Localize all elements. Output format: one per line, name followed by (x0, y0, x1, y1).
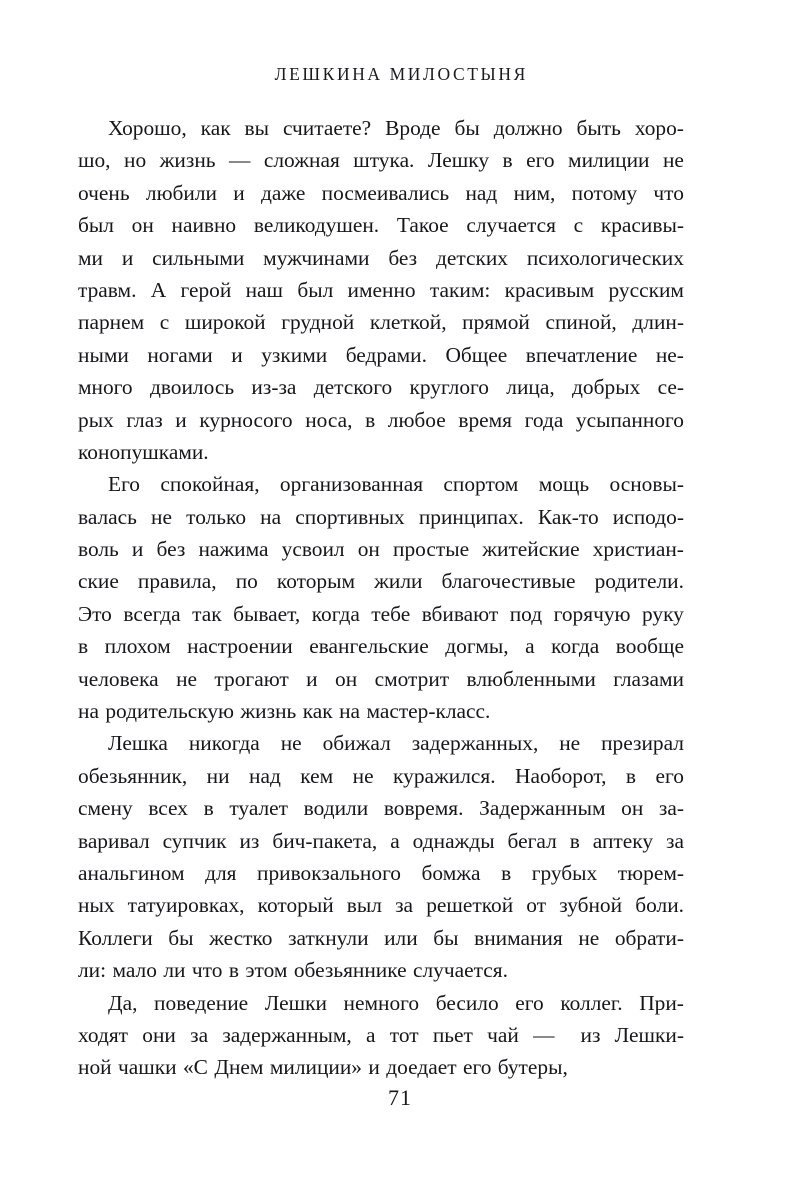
word: воль (78, 537, 119, 562)
word: случается. (413, 958, 508, 983)
word: вбивают (421, 601, 499, 626)
word: под (509, 601, 543, 626)
word: широкой (184, 310, 266, 335)
word: основы- (609, 472, 684, 497)
text-line (78, 695, 684, 727)
word: он (335, 666, 358, 691)
word: из (239, 828, 260, 853)
word: или (384, 925, 418, 950)
word: смотрит (374, 666, 450, 691)
word: он (621, 796, 644, 821)
word: бутеры, (497, 1055, 568, 1080)
word: не (559, 731, 581, 756)
word: исподо- (612, 504, 684, 529)
word: доедает (386, 1055, 457, 1080)
word: не (151, 504, 172, 529)
word: в (625, 763, 637, 788)
word: мужчинами (263, 245, 370, 270)
word: в (78, 634, 89, 659)
word: лица, (506, 375, 555, 400)
word: куражился. (393, 763, 496, 788)
word: настроении (187, 634, 293, 659)
word: анальгином (78, 860, 185, 885)
word: красивым (504, 277, 595, 302)
word: должно (493, 116, 563, 140)
word: его (655, 763, 684, 788)
word: парнем (78, 310, 145, 335)
word: и (233, 180, 245, 205)
word: всегда (123, 601, 181, 626)
text-line (78, 857, 684, 889)
word: евангельские (309, 634, 429, 659)
word: его (462, 1055, 492, 1080)
word: мало (112, 958, 157, 983)
word: только (186, 504, 247, 529)
word: любили (145, 180, 217, 205)
word: не- (655, 342, 684, 367)
word: в (203, 796, 214, 821)
text-line (78, 663, 684, 695)
word: а (366, 1022, 376, 1047)
word: валась (78, 504, 137, 529)
running-head: ЛЕШКИНА МИЛОСТЫНЯ (274, 64, 528, 84)
text-line (78, 889, 684, 921)
word: выл (346, 893, 382, 918)
word: не (578, 925, 600, 950)
word: спортом (443, 472, 519, 497)
word: и (306, 666, 318, 691)
word: жизнь (159, 148, 216, 173)
word: родители. (594, 569, 684, 594)
word: не (176, 666, 198, 691)
word: всех (148, 796, 188, 821)
word: и (231, 342, 243, 367)
word: ли: (78, 958, 107, 983)
word: ним, (513, 180, 556, 205)
word: обижал (322, 731, 391, 756)
word: правила, (137, 569, 217, 594)
word: добрых (572, 375, 641, 400)
word: плохом (104, 634, 171, 659)
word: не (662, 148, 684, 173)
word: милиции» (269, 1055, 362, 1080)
word: ными (78, 342, 129, 367)
word: Лешки- (614, 1022, 684, 1047)
word: тебе (371, 601, 411, 626)
word: бегал (507, 828, 557, 853)
word: двоилось (149, 375, 235, 400)
text-line (78, 630, 684, 662)
word: как (302, 699, 333, 724)
word: зубной (559, 893, 623, 918)
word: длин- (632, 310, 684, 335)
word: бич-пакета, (272, 828, 378, 853)
word: а (390, 828, 400, 853)
word: ли (163, 958, 186, 983)
word: в (365, 407, 376, 432)
word: что (191, 958, 223, 983)
word: бедрами. (345, 342, 427, 367)
word: он (357, 537, 380, 562)
word: решеткой (426, 893, 514, 918)
word: не (280, 731, 302, 756)
word: любое (387, 407, 446, 432)
word: когда (551, 634, 600, 659)
text-line (78, 533, 684, 565)
word: жестко (209, 925, 273, 950)
word: из (580, 1022, 601, 1047)
word: который (257, 893, 334, 918)
word: бесило (435, 990, 499, 1015)
word: усыпанного (575, 407, 684, 432)
word: задержанных, (411, 731, 539, 756)
word: грубых (531, 860, 598, 885)
word: спокойная, (160, 472, 260, 497)
word: горячую (553, 601, 631, 626)
word: в (228, 958, 239, 983)
word: травм. (78, 277, 137, 302)
word: Это (78, 601, 112, 626)
word: и (368, 1055, 380, 1080)
word: бомжа (421, 860, 481, 885)
word: этом (245, 958, 288, 983)
word: догмы, (445, 634, 509, 659)
word: кем (300, 763, 334, 788)
word: бы (433, 925, 459, 950)
word: бы (168, 925, 194, 950)
word: красивы- (600, 213, 684, 238)
word: так (192, 601, 222, 626)
word: «С (182, 1055, 208, 1080)
word: что (653, 180, 684, 205)
word: когда (311, 601, 360, 626)
word: именно (347, 277, 416, 302)
word: внимания (474, 925, 563, 950)
word: для (205, 860, 237, 885)
word: усвоил (281, 537, 345, 562)
word: ной (78, 1055, 112, 1080)
word: в (502, 148, 513, 173)
word: носа, (305, 407, 353, 432)
text-line (78, 987, 684, 1019)
word: Такое (396, 213, 449, 238)
word: очень (78, 180, 130, 205)
word: и (175, 407, 187, 432)
text-line (78, 144, 684, 176)
word: обезьянник, (78, 763, 188, 788)
word: рых (78, 407, 114, 432)
word: — (533, 1022, 555, 1047)
text-line (78, 1019, 684, 1051)
word: и (121, 245, 134, 270)
word: он (131, 213, 154, 238)
word: тот (389, 1022, 419, 1047)
word: с (159, 310, 170, 335)
text-line (78, 371, 684, 403)
word: его (515, 990, 544, 1015)
word: года (524, 407, 564, 432)
word: вовремя. (383, 796, 464, 821)
word: обезьяннике (293, 958, 407, 983)
word: При- (639, 990, 684, 1015)
word: от (526, 893, 547, 918)
word: но (124, 148, 147, 173)
word: курносого (199, 407, 293, 432)
word: презирал (601, 731, 684, 756)
word: не (352, 763, 374, 788)
word: супчик (162, 828, 227, 853)
word: Лешку (427, 148, 490, 173)
word: заткнули (288, 925, 369, 950)
word: его (526, 148, 555, 173)
word: наивно (171, 213, 237, 238)
word: Как-то (537, 504, 599, 529)
word: Коллеги (78, 925, 153, 950)
word: русским (608, 277, 684, 302)
word: ни (206, 763, 230, 788)
word: считаете? (282, 116, 372, 140)
word: без (156, 537, 186, 562)
text-line (78, 404, 684, 436)
word: на (78, 699, 99, 724)
word: над (465, 180, 498, 205)
word: время (458, 407, 513, 432)
word: боли. (635, 893, 684, 918)
word: а (525, 634, 535, 659)
text-line (78, 209, 684, 241)
word: мощь (538, 472, 590, 497)
word: человека (78, 666, 159, 691)
paragraph (78, 468, 684, 727)
body-text (78, 112, 684, 1084)
word: за (395, 893, 414, 918)
word: посмеивались (321, 180, 450, 205)
word: никогда (188, 731, 260, 756)
paragraph (78, 112, 684, 468)
word: немного (343, 990, 420, 1015)
word: ных (78, 893, 115, 918)
word: хоро- (634, 116, 684, 140)
word: Общее (445, 342, 508, 367)
text-line (78, 501, 684, 533)
word: и (131, 537, 144, 562)
word: — (229, 148, 251, 173)
word: милиции (568, 148, 650, 173)
text-line (78, 565, 684, 597)
word: случается (466, 213, 556, 238)
word: Задержанным (479, 796, 606, 821)
word: житейские (482, 537, 580, 562)
word: глаз (126, 407, 163, 432)
word: сложная (263, 148, 340, 173)
word: родительскую (105, 699, 234, 724)
word: тюрем- (617, 860, 684, 885)
word: за (190, 1022, 209, 1047)
word: организованная (279, 472, 424, 497)
word: аптеку (592, 828, 654, 853)
paragraph (78, 727, 684, 986)
word: детских (435, 245, 509, 270)
word: потому (571, 180, 638, 205)
word: великодушен. (253, 213, 380, 238)
word: из-за (251, 375, 297, 400)
text-line (78, 598, 684, 630)
text-line (78, 825, 684, 857)
word: за- (658, 796, 684, 821)
text-line (78, 306, 684, 338)
word: поведение (154, 990, 249, 1015)
word: без (388, 245, 418, 270)
word: жили (374, 569, 423, 594)
word: в (501, 860, 512, 885)
word: влюбленными (466, 666, 596, 691)
text-line (78, 177, 684, 209)
word: штука. (353, 148, 415, 173)
word: обрати- (614, 925, 684, 950)
page-number: 71 (388, 1085, 412, 1110)
word: сильными (152, 245, 245, 270)
word: жизнь (240, 699, 297, 724)
word: был (297, 277, 334, 302)
word: бы (454, 116, 480, 140)
word: Его (108, 472, 141, 497)
word: смену (78, 796, 133, 821)
text-line (78, 954, 684, 986)
word: за (666, 828, 684, 853)
text-line (78, 792, 684, 824)
word: мастер-класс. (366, 699, 491, 724)
word: Лешка (108, 731, 168, 756)
word: на (339, 699, 361, 724)
word: грудной (281, 310, 355, 335)
word: прямой (462, 310, 530, 335)
word: быть (576, 116, 621, 140)
word: наш (245, 277, 284, 302)
word: много (78, 375, 133, 400)
text-line (78, 112, 684, 144)
word: задержанным, (222, 1022, 352, 1047)
text-line (78, 468, 684, 500)
word: чашки (118, 1055, 177, 1080)
word: А (150, 277, 167, 302)
word: спиной, (545, 310, 617, 335)
word: они (142, 1022, 176, 1047)
word: глазами (613, 666, 684, 691)
word: руку (641, 601, 684, 626)
word: вы (244, 116, 270, 140)
word: таким: (429, 277, 491, 302)
word: водили (303, 796, 369, 821)
word: в (569, 828, 580, 853)
word: круглого (409, 375, 489, 400)
text-line (78, 760, 684, 792)
word: которым (276, 569, 356, 594)
word: благочестивые (441, 569, 576, 594)
word: се- (657, 375, 684, 400)
word: Вроде (385, 116, 441, 140)
text-line (78, 274, 684, 306)
word: привокзального (257, 860, 402, 885)
word: спортивных (295, 504, 405, 529)
text-line (78, 436, 684, 468)
word: герой (180, 277, 232, 302)
word: ходят (78, 1022, 129, 1047)
word: ногами (147, 342, 213, 367)
word: клеткой, (369, 310, 447, 335)
text-line (78, 922, 684, 954)
word: Наоборот, (515, 763, 607, 788)
word: христиан- (592, 537, 684, 562)
paragraph (78, 987, 684, 1084)
word: Днем (214, 1055, 264, 1080)
word: даже (261, 180, 306, 205)
word: туалет (229, 796, 289, 821)
word: над (249, 763, 281, 788)
word: конопушками. (78, 439, 209, 464)
word: трогают (214, 666, 289, 691)
word: нажима (198, 537, 269, 562)
word: Да, (108, 990, 138, 1015)
word: шо, (78, 148, 111, 173)
text-line (78, 727, 684, 759)
word: впечатление (525, 342, 638, 367)
text-line (78, 339, 684, 371)
text-line (78, 242, 684, 274)
word: татуировках, (127, 893, 245, 918)
word: однажды (412, 828, 495, 853)
word: пьет (432, 1022, 473, 1047)
word: Хорошо, (108, 116, 187, 140)
word: на (260, 504, 282, 529)
word: вообще (615, 634, 684, 659)
word: простые (393, 537, 470, 562)
word: Лешки (264, 990, 327, 1015)
word: по (235, 569, 258, 594)
word: ские (78, 569, 119, 594)
word: ми (78, 245, 103, 270)
word: узкими (261, 342, 328, 367)
word: принципах. (418, 504, 524, 529)
word: был (78, 213, 114, 238)
word: психологических (526, 245, 684, 270)
word: бывает, (233, 601, 301, 626)
word: детского (313, 375, 393, 400)
word: коллег. (560, 990, 623, 1015)
word: с (573, 213, 584, 238)
word: чай (487, 1022, 519, 1047)
text-line (78, 1051, 684, 1083)
word: варивал (78, 828, 150, 853)
word: как (200, 116, 231, 140)
